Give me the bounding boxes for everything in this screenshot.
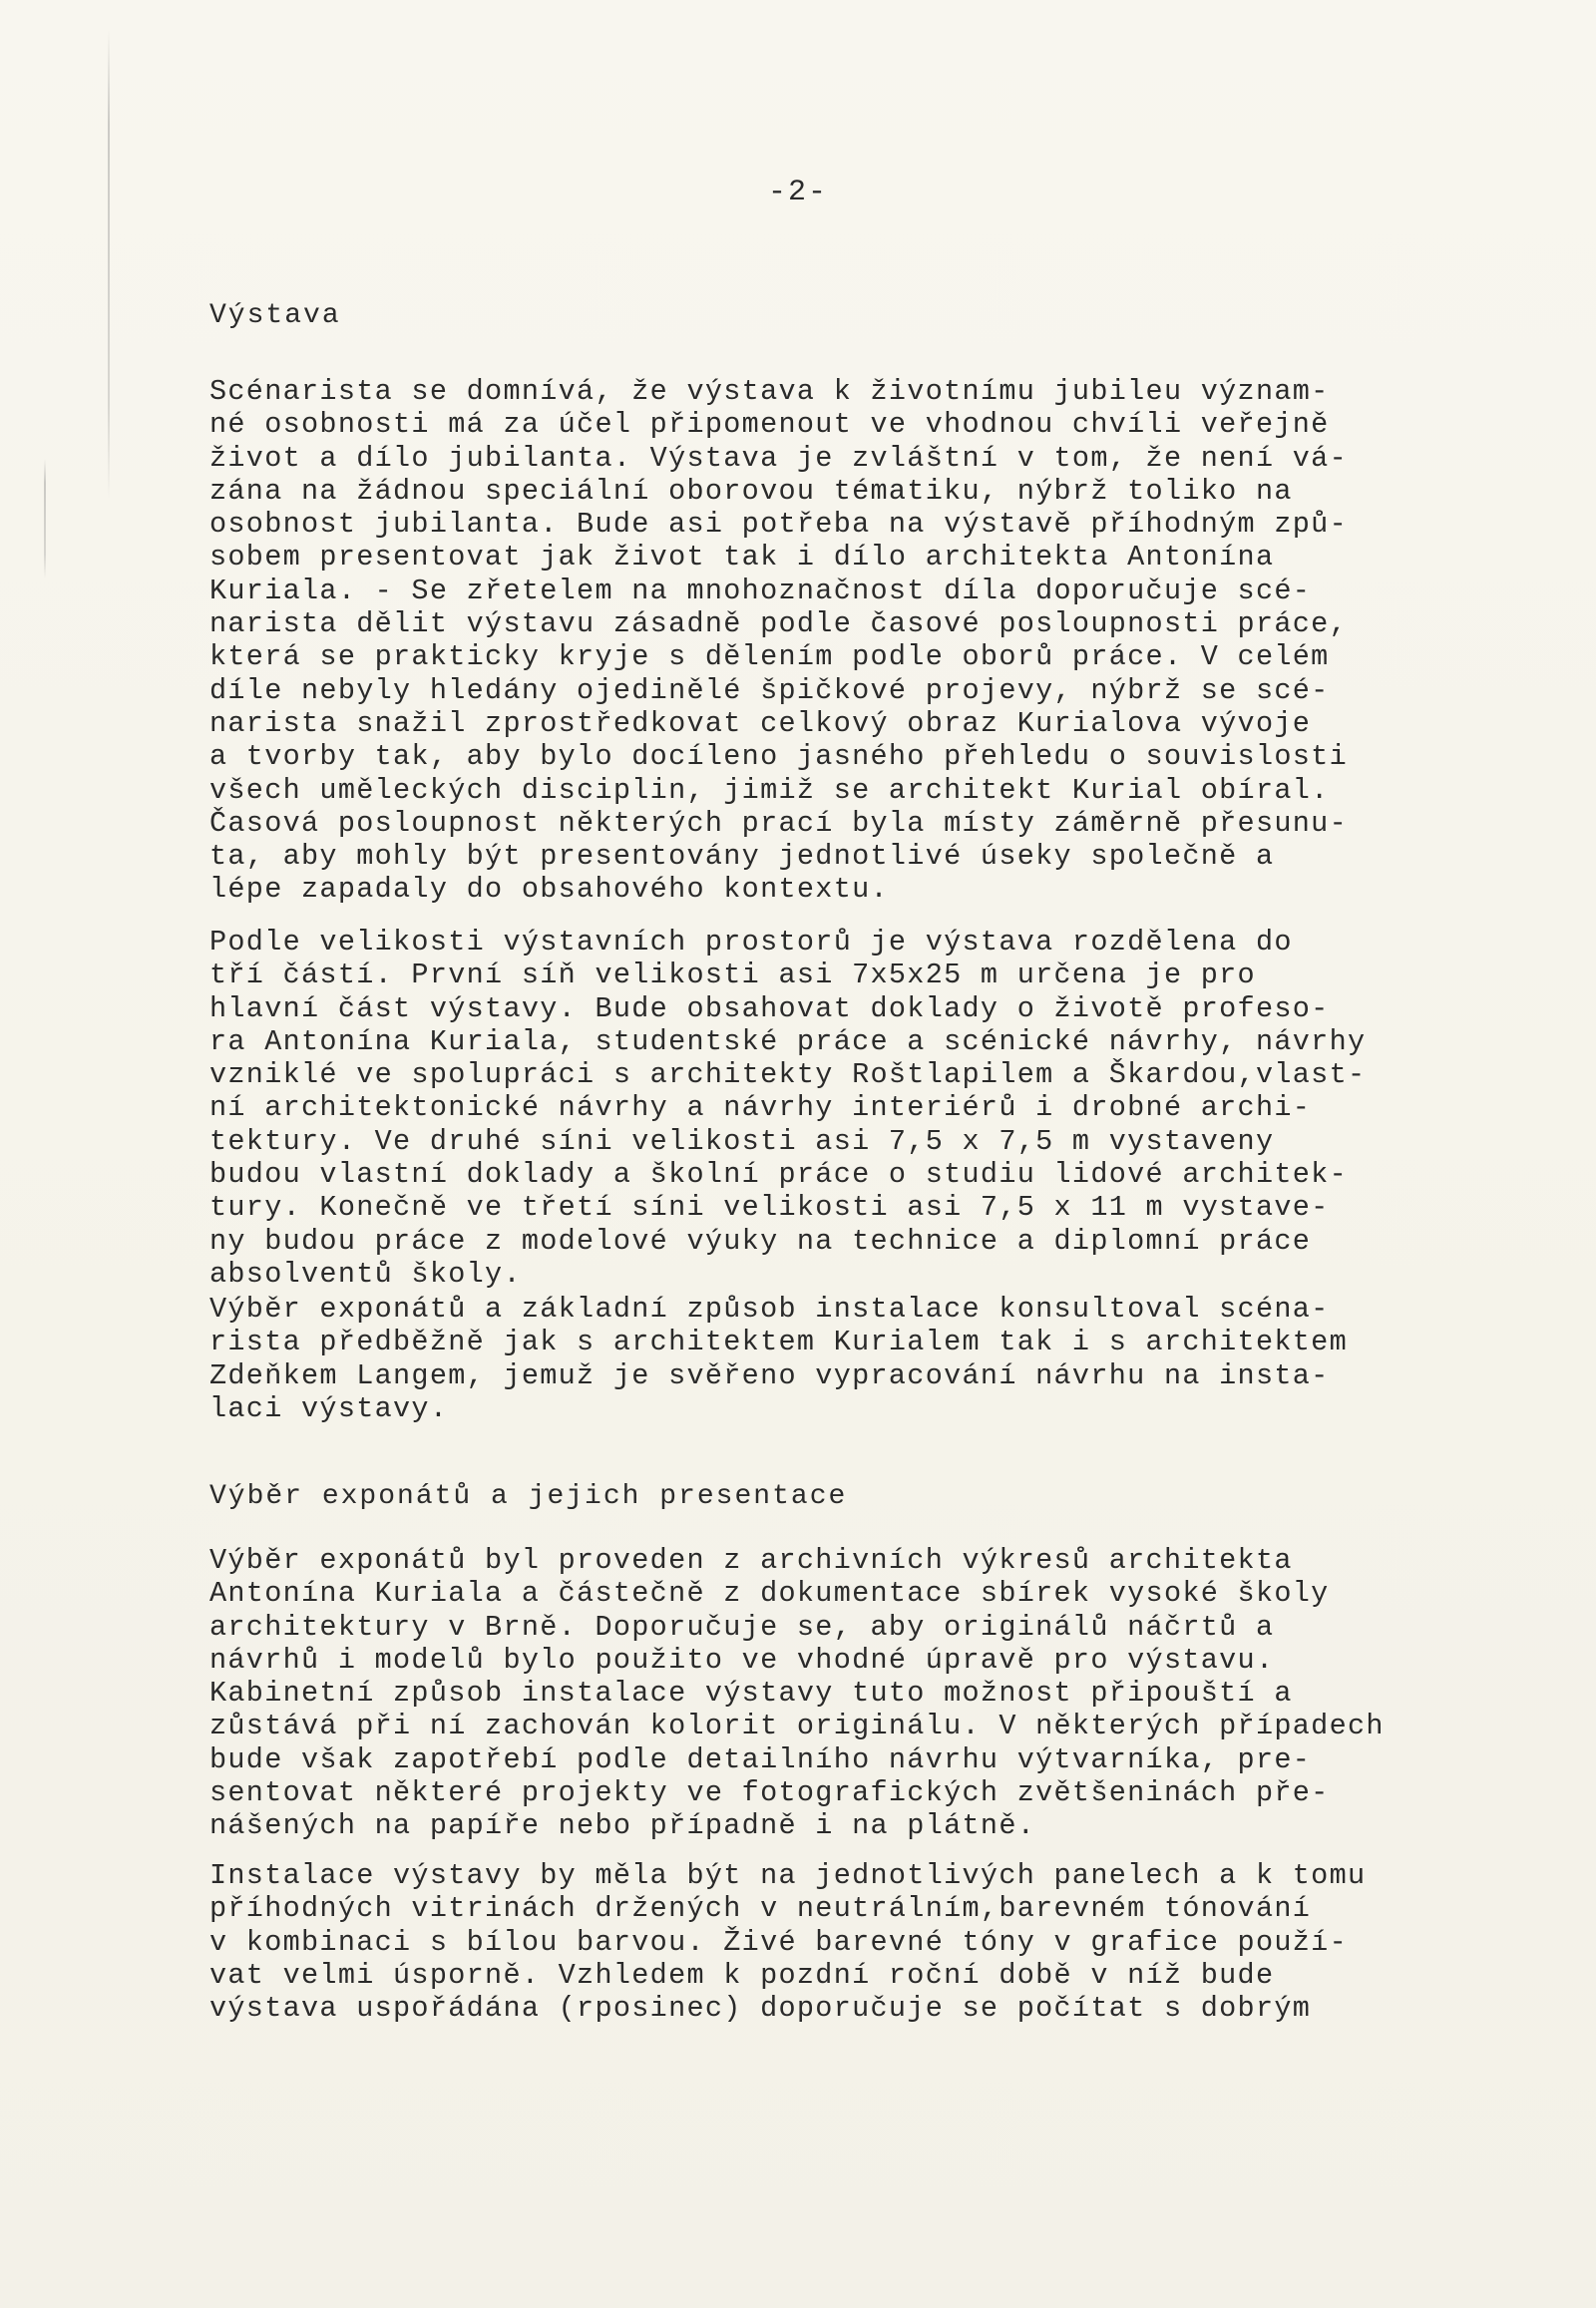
text-line: výstava uspořádána (rposinec) doporučuje se počítat s dobrým: [209, 1992, 1312, 2026]
text-line: ny budou práce z modelové výuky na technice a diplomní práce: [209, 1224, 1312, 1258]
scan-fold-mark: [44, 459, 46, 578]
text-line: Časová posloupnost některých prací byla místy záměrně přesunu-: [209, 806, 1348, 840]
paragraph-exhibition-rooms: [209, 926, 1466, 1291]
text-line: ra Antonína Kuriala, studentské práce a scénické návrhy, návrhy: [209, 1024, 1367, 1058]
text-line: návrhů i modelů bylo použito ve vhodné úpravě pro výstavu.: [209, 1643, 1275, 1677]
text-line: tektury. Ve druhé síni velikosti asi 7,5 x 7,5 m vystaveny: [209, 1124, 1275, 1158]
text-line: tury. Konečně ve třetí síni velikosti asi 7,5 x 11 m vystave-: [209, 1191, 1330, 1225]
text-line: v kombinaci s bílou barvou. Živé barevné tóny v grafice použí-: [209, 1925, 1348, 1959]
text-line: bude však zapotřebí podle detailního návrhu výtvarníka, pre-: [209, 1742, 1312, 1776]
text-line: absolventů školy.: [209, 1257, 522, 1291]
text-line: ní architektonické návrhy a návrhy interiérů i drobné archi-: [209, 1091, 1312, 1125]
text-line: zána na žádnou speciální oborovou tématiku, nýbrž toliko na: [209, 474, 1293, 508]
text-line: sentovat některé projekty ve fotografických zvětšeninách pře-: [209, 1776, 1330, 1810]
text-line: narista snažil zprostředkovat celkový obraz Kurialova vývoje: [209, 706, 1312, 740]
text-line: a tvorby tak, aby bylo docíleno jasného přehledu o souvislosti: [209, 740, 1348, 774]
text-line: Výběr exponátů byl proveden z archivních výkresů architekta: [209, 1544, 1293, 1577]
text-line: Instalace výstavy by měla být na jednotlivých panelech a k tomu: [209, 1859, 1367, 1892]
paragraph-consultation: [209, 1293, 1466, 1425]
text-line: vat velmi úsporně. Vzhledem k pozdní roční době v níž bude: [209, 1958, 1275, 1992]
text-line: rista předběžně jak s architektem Kurialem tak i s architektem: [209, 1326, 1348, 1359]
section-heading-vyber-exponatu: Výběr exponátů a jejich presentace: [209, 1481, 848, 1512]
paragraph-installation: [209, 1859, 1466, 2025]
text-line: né osobnosti má za účel připomenout ve vhodnou chvíli veřejně: [209, 408, 1330, 442]
scan-fold-mark: [108, 30, 110, 499]
text-line: život a dílo jubilanta. Výstava je zvláštní v tom, že není vá-: [209, 441, 1348, 475]
text-line: všech uměleckých disciplin, jimiž se architekt Kurial obíral.: [209, 773, 1330, 807]
text-line: sobem presentovat jak život tak i dílo architekta Antonína: [209, 541, 1275, 575]
paragraph-exhibit-selection: [209, 1544, 1466, 1843]
text-line: osobnost jubilanta. Bude asi potřeba na výstavě příhodným způ-: [209, 508, 1348, 542]
text-line: zůstává při ní zachován kolorit originálu. V některých případech: [209, 1710, 1385, 1743]
text-line: narista dělit výstavu zásadně podle časové posloupnosti práce,: [209, 607, 1348, 641]
page-number: -2-: [767, 176, 828, 209]
text-line: Podle velikosti výstavních prostorů je výstava rozdělena do: [209, 926, 1293, 959]
text-line: příhodných vitrinách držených v neutrálním,barevném tónování: [209, 1892, 1312, 1926]
text-line: která se prakticky kryje s dělením podle oborů práce. V celém: [209, 640, 1330, 674]
text-line: díle nebyly hledány ojedinělé špičkové projevy, nýbrž se scé-: [209, 673, 1330, 707]
text-line: Zdeňkem Langem, jemuž je svěřeno vypracování návrhu na insta-: [209, 1358, 1330, 1392]
text-line: hlavní část výstavy. Bude obsahovat doklady o životě profeso-: [209, 991, 1330, 1025]
text-line: Kabinetní způsob instalace výstavy tuto možnost připouští a: [209, 1677, 1293, 1711]
text-line: lépe zapadaly do obsahového kontextu.: [209, 873, 889, 907]
paragraph-intro: [209, 375, 1466, 907]
text-line: budou vlastní doklady a školní práce o studiu lidové architek-: [209, 1158, 1348, 1192]
text-line: laci výstavy.: [209, 1391, 449, 1425]
text-line: Scénarista se domnívá, že výstava k životnímu jubileu význam-: [209, 375, 1330, 408]
text-line: ta, aby mohly být presentovány jednotlivé úseky společně a: [209, 840, 1275, 874]
text-line: Výběr exponátů a základní způsob instalace konsultoval scéna-: [209, 1293, 1330, 1326]
text-line: architektury v Brně. Doporučuje se, aby originálů náčrtů a: [209, 1610, 1275, 1644]
text-line: vzniklé ve spolupráci s architekty Roštlapilem a Škardou,vlast-: [209, 1058, 1367, 1092]
text-line: tří částí. První síň velikosti asi 7x5x25 m určena je pro: [209, 959, 1256, 992]
text-line: Antonína Kuriala a částečně z dokumentace sbírek vysoké školy: [209, 1577, 1330, 1611]
text-line: nášených na papíře nebo případně i na plátně.: [209, 1809, 1036, 1843]
section-heading-vystava: Výstava: [209, 300, 341, 331]
text-line: Kuriala. - Se zřetelem na mnohoznačnost díla doporučuje scé-: [209, 574, 1312, 607]
